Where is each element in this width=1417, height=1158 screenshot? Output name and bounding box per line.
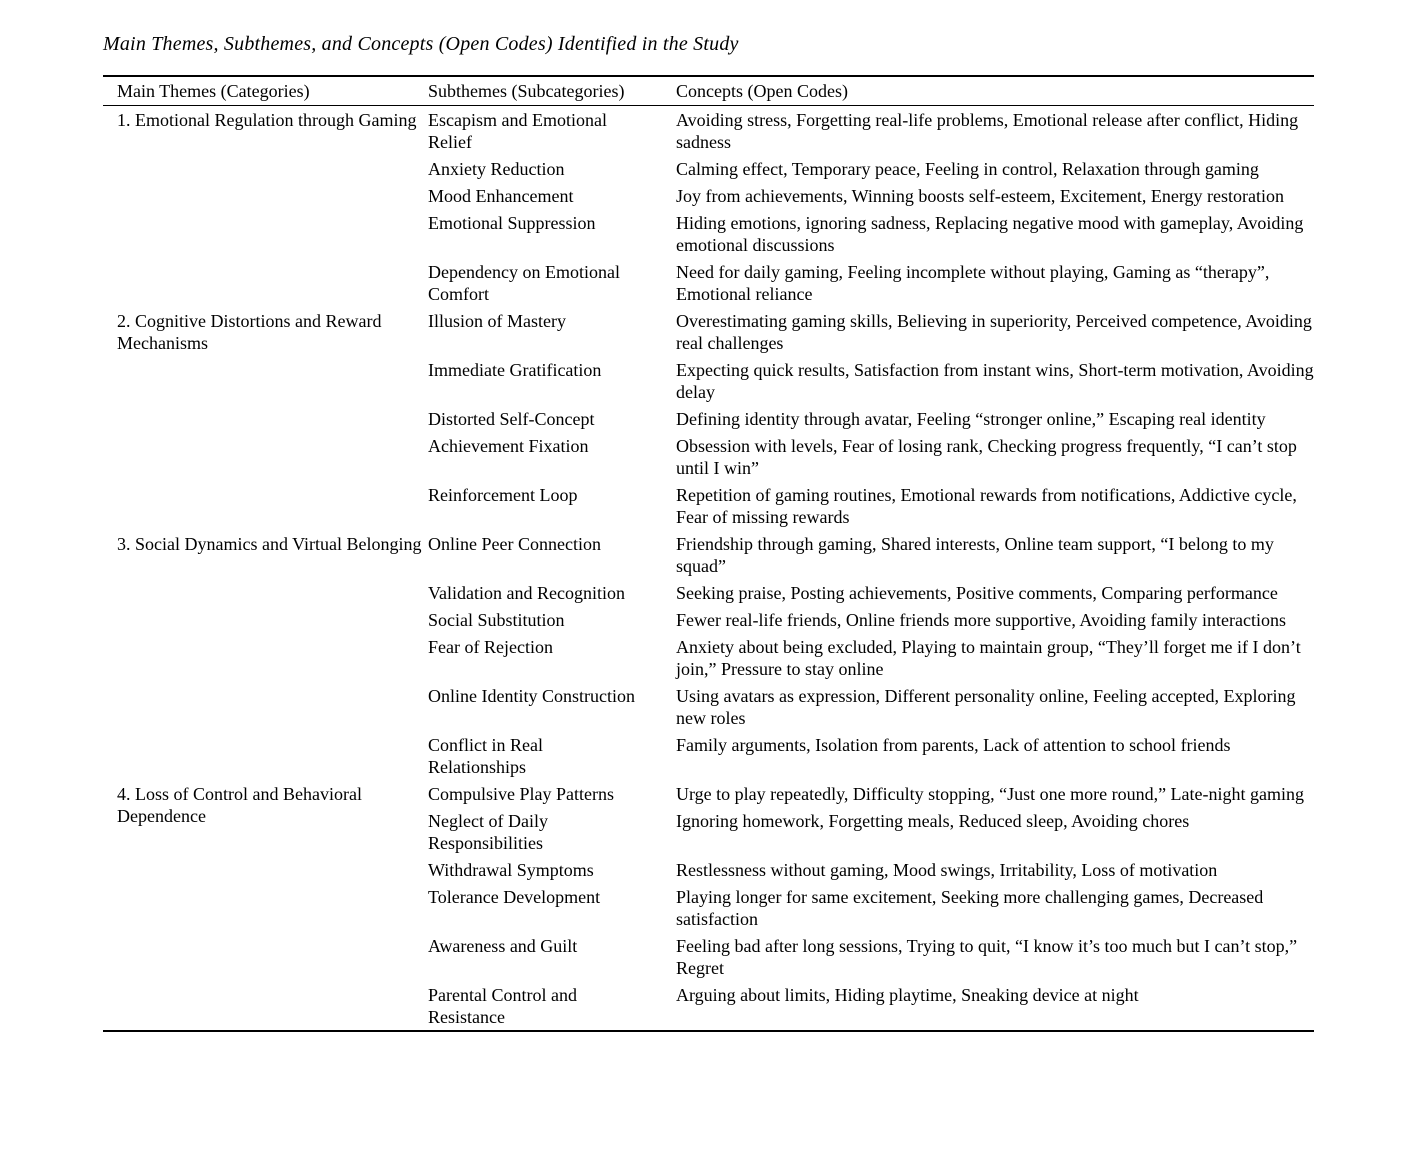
concepts-cell: Urge to play repeatedly, Difficulty stopping, “Just one more round,” Late-night gaming <box>676 784 1305 804</box>
concepts-cell: Fewer real-life friends, Online friends more supportive, Avoiding family interactions <box>676 610 1286 630</box>
subtheme-cell: Parental Control and Resistance <box>428 985 577 1027</box>
concepts-cell: Feeling bad after long sessions, Trying to quit, “I know it’s too much but I can’t stop,” Regret <box>676 936 1298 978</box>
subtheme-cell: Compulsive Play Patterns <box>428 784 614 804</box>
concepts-cell: Ignoring homework, Forgetting meals, Reduced sleep, Avoiding chores <box>676 811 1190 831</box>
subtheme-cell: Immediate Gratification <box>428 360 602 380</box>
main-theme-cell: 2. Cognitive Distortions and Reward Mechanisms <box>117 311 382 353</box>
main-theme-cell: 1. Emotional Regulation through Gaming <box>117 110 417 130</box>
concepts-cell: Arguing about limits, Hiding playtime, Sneaking device at night <box>676 985 1139 1005</box>
concepts-cell: Hiding emotions, ignoring sadness, Replacing negative mood with gameplay, Avoiding emotional discussions <box>676 213 1304 255</box>
concepts-cell: Overestimating gaming skills, Believing in superiority, Perceived competence, Avoiding real challenges <box>676 311 1312 353</box>
subtheme-cell: Achievement Fixation <box>428 436 589 456</box>
subtheme-cell: Dependency on Emotional Comfort <box>428 262 620 304</box>
concepts-cell: Avoiding stress, Forgetting real-life problems, Emotional release after conflict, Hiding sadness <box>676 110 1299 152</box>
concepts-cell: Family arguments, Isolation from parents, Lack of attention to school friends <box>676 735 1231 755</box>
subtheme-cell: Illusion of Mastery <box>428 311 566 331</box>
subtheme-cell: Tolerance Development <box>428 887 601 907</box>
concepts-cell: Calming effect, Temporary peace, Feeling in control, Relaxation through gaming <box>676 159 1259 179</box>
subtheme-cell: Social Substitution <box>428 610 565 630</box>
column-header-subthemes: Subthemes (Subcategories) <box>428 76 676 106</box>
table-row <box>103 307 1314 356</box>
concepts-cell: Repetition of gaming routines, Emotional rewards from notifications, Addictive cycle, Fear of missing rewards <box>676 485 1297 527</box>
table-row <box>103 780 1314 807</box>
concepts-cell: Obsession with levels, Fear of losing rank, Checking progress frequently, “I can’t stop until I win” <box>676 436 1297 478</box>
subtheme-cell: Neglect of Daily Responsibilities <box>428 811 548 853</box>
concepts-cell: Need for daily gaming, Feeling incomplete without playing, Gaming as “therapy”, Emotional reliance <box>676 262 1270 304</box>
concepts-cell: Restlessness without gaming, Mood swings, Irritability, Loss of motivation <box>676 860 1218 880</box>
table-row <box>103 106 1314 156</box>
subtheme-cell: Distorted Self-Concept <box>428 409 595 429</box>
table-header-row <box>103 76 1314 106</box>
concepts-cell: Friendship through gaming, Shared interests, Online team support, “I belong to my squad” <box>676 534 1274 576</box>
subtheme-cell: Awareness and Guilt <box>428 936 578 956</box>
concepts-cell: Joy from achievements, Winning boosts self-esteem, Excitement, Energy restoration <box>676 186 1284 206</box>
subtheme-cell: Mood Enhancement <box>428 186 574 206</box>
subtheme-cell: Emotional Suppression <box>428 213 596 233</box>
concepts-cell: Anxiety about being excluded, Playing to maintain group, “They’ll forget me if I don’t join,” Pressure to stay online <box>676 637 1301 679</box>
column-header-main-themes: Main Themes (Categories) <box>103 76 428 106</box>
subtheme-cell: Reinforcement Loop <box>428 485 578 505</box>
subtheme-cell: Fear of Rejection <box>428 637 553 657</box>
subtheme-cell: Anxiety Reduction <box>428 159 565 179</box>
table-body <box>103 106 1314 1032</box>
column-header-concepts: Concepts (Open Codes) <box>676 76 1314 106</box>
concepts-cell: Playing longer for same excitement, Seeking more challenging games, Decreased satisfaction <box>676 887 1264 929</box>
subtheme-cell: Withdrawal Symptoms <box>428 860 594 880</box>
themes-table <box>103 75 1314 1032</box>
concepts-cell: Defining identity through avatar, Feeling “stronger online,” Escaping real identity <box>676 409 1266 429</box>
main-theme-cell: 4. Loss of Control and Behavioral Dependence <box>117 784 362 826</box>
subtheme-cell: Conflict in Real Relationships <box>428 735 543 777</box>
subtheme-cell: Online Peer Connection <box>428 534 601 554</box>
subtheme-cell: Escapism and Emotional Relief <box>428 110 607 152</box>
table-row <box>103 530 1314 579</box>
concepts-cell: Using avatars as expression, Different personality online, Feeling accepted, Exploring new roles <box>676 686 1296 728</box>
table-title: Main Themes, Subthemes, and Concepts (Open Codes) Identified in the Study <box>103 33 739 55</box>
main-theme-cell: 3. Social Dynamics and Virtual Belonging <box>117 534 422 554</box>
subtheme-cell: Validation and Recognition <box>428 583 625 603</box>
subtheme-cell: Online Identity Construction <box>428 686 635 706</box>
concepts-cell: Seeking praise, Posting achievements, Positive comments, Comparing performance <box>676 583 1278 603</box>
concepts-cell: Expecting quick results, Satisfaction from instant wins, Short-term motivation, Avoiding delay <box>676 360 1314 402</box>
